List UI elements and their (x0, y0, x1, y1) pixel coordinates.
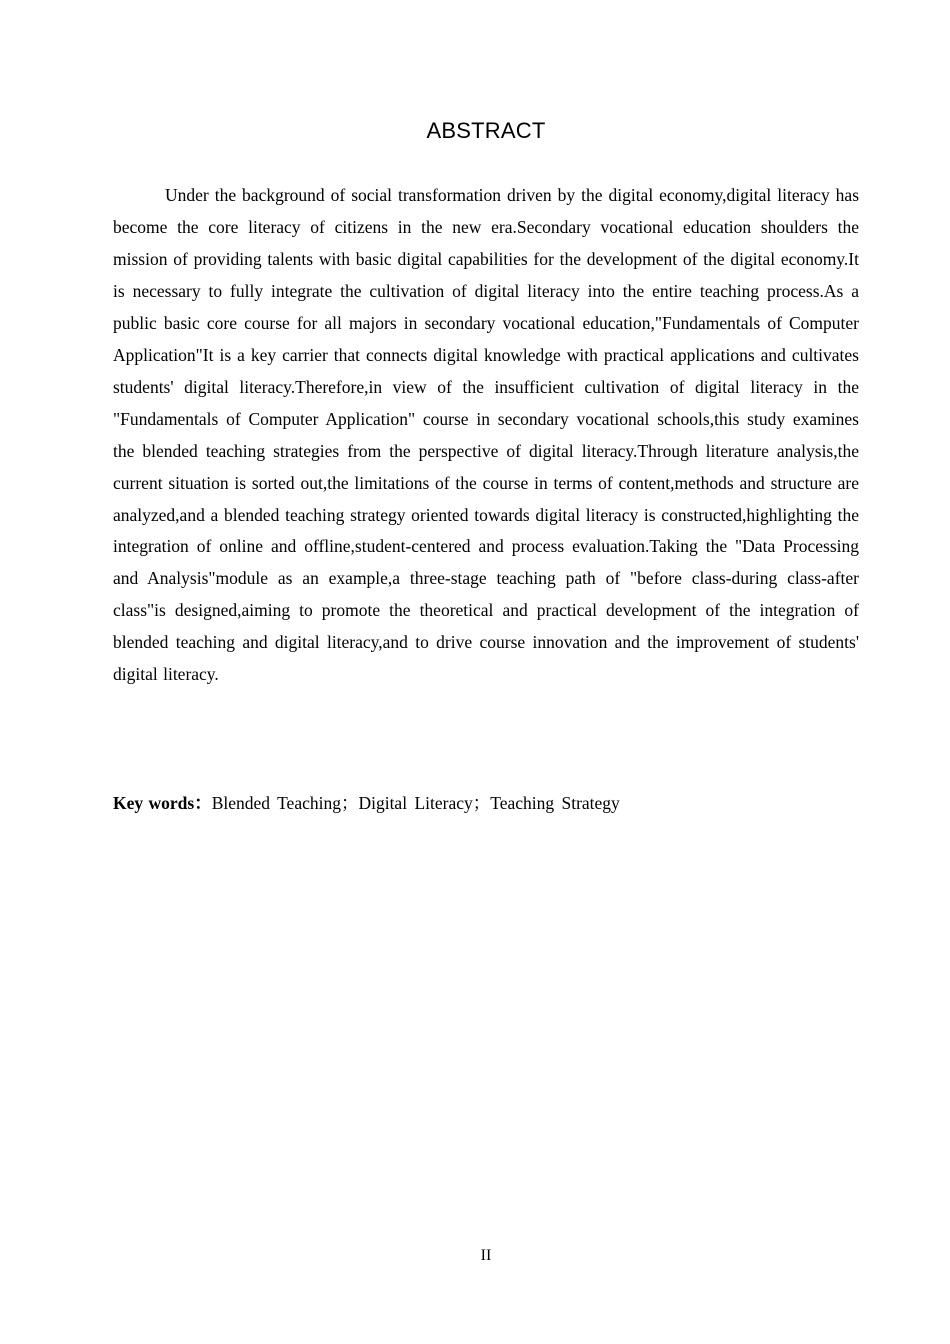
abstract-body-paragraph: Under the background of social transformation driven by the digital economy,digital literacy has become the core literacy of citizens in the new era.Secondary vocational education shoulders the mission of providing talents with basic digital capabilities for the development of the digital economy.It is necessary to fully integrate the cultivation of digital literacy into the entire teaching process.As a public basic core course for all majors in secondary vocational education,"Fundamentals of Computer Application"It is a key carrier that connects digital knowledge with practical applications and cultivates students' digital literacy.Therefore,in view of the insufficient cultivation of digital literacy in the "Fundamentals of Computer Application" course in secondary vocational schools,this study examines the blended teaching strategies from the perspective of digital literacy.Through literature analysis,the current situation is sorted out,the limitations of the course in terms of content,methods and structure are analyzed,and a blended teaching strategy oriented towards digital literacy is constructed,highlighting the integration of online and offline,student-centered and process evaluation.Taking the "Data Processing and Analysis"module as an example,a three-stage teaching path of "before class-during class-after class"is designed,aiming to promote the theoretical and practical development of the integration of blended teaching and digital literacy,and to drive course innovation and the improvement of students' digital literacy. (113, 185, 859, 685)
keywords-line (113, 788, 859, 818)
abstract-title: ABSTRACT (426, 118, 546, 143)
keywords-text: Blended Teaching；Digital Literacy；Teaching Strategy (211, 793, 620, 813)
page-number: II (480, 1247, 492, 1264)
keywords-label: Key words： (113, 793, 212, 813)
